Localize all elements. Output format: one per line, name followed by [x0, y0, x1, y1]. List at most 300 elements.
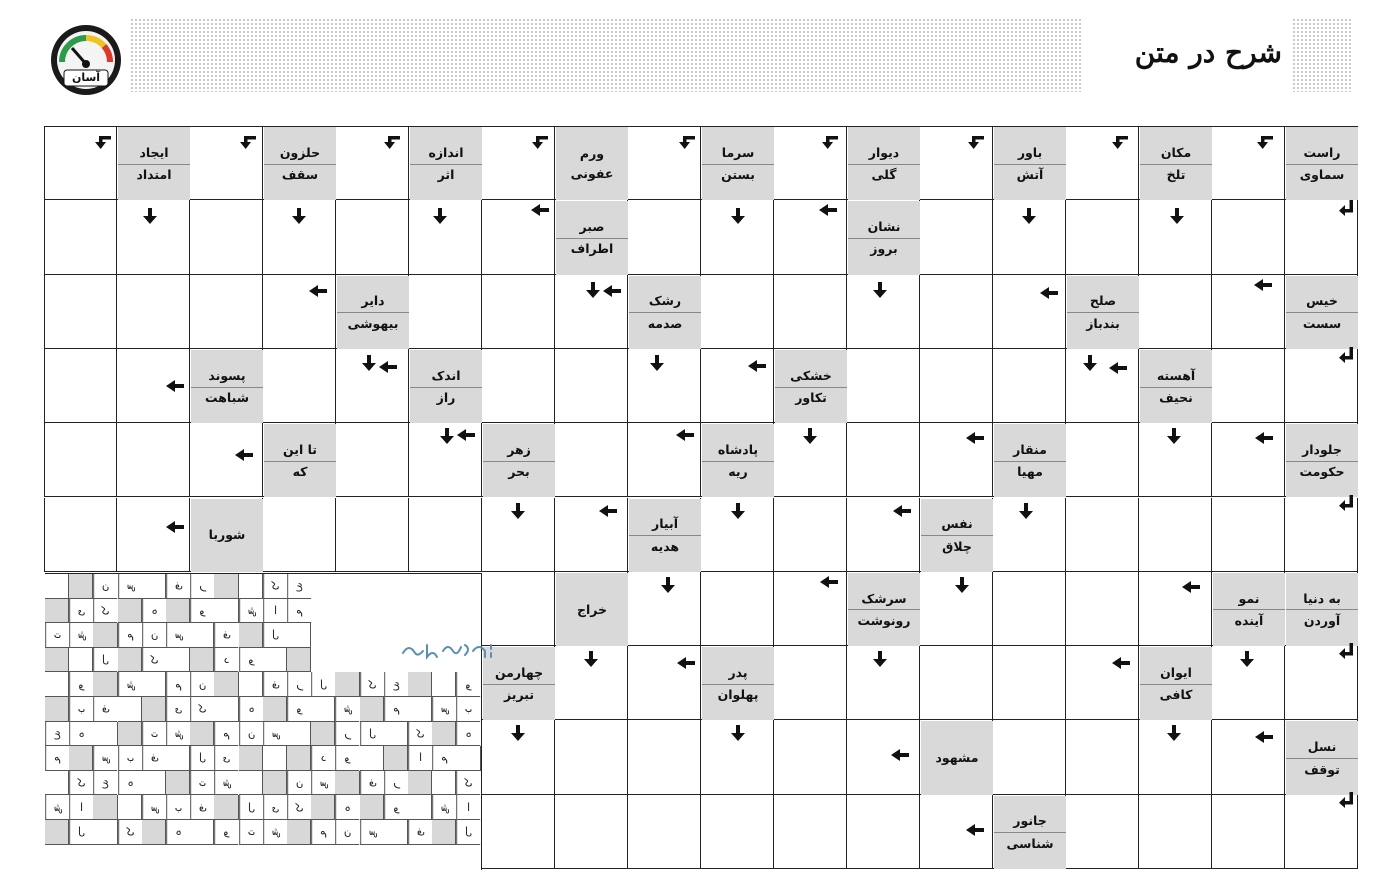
solution-cell: ن	[93, 574, 117, 599]
solution-cell	[287, 648, 311, 673]
grid-cell[interactable]	[1212, 795, 1285, 869]
clue-divider	[1140, 164, 1212, 165]
arrow-left-icon	[457, 429, 475, 441]
grid-cell[interactable]	[701, 275, 774, 349]
solution-cell: ک	[456, 771, 480, 796]
solution-cell	[118, 599, 142, 624]
arrow-left-icon	[966, 824, 984, 836]
grid-cell[interactable]	[1066, 720, 1139, 794]
clue-divider	[848, 164, 920, 165]
clue-cell	[994, 796, 1066, 869]
clue-cell	[264, 127, 336, 200]
grid-cell[interactable]	[628, 349, 701, 423]
solution-cell	[142, 672, 166, 697]
solution-cell	[408, 795, 432, 820]
grid-cell[interactable]	[482, 572, 555, 646]
clue-text: نمو	[1238, 590, 1260, 606]
solution-cell	[384, 820, 408, 845]
clue-cell	[1213, 573, 1285, 646]
solution-cell: ن	[239, 722, 263, 747]
clue-cell	[191, 499, 263, 572]
clue-divider	[1067, 312, 1139, 313]
arrow-down-icon	[731, 725, 745, 741]
arrow-left-icon	[379, 361, 397, 373]
grid-cell[interactable]	[774, 720, 847, 794]
grid-cell[interactable]	[628, 795, 701, 869]
clue-cell	[556, 201, 628, 274]
solution-cell	[432, 722, 456, 747]
clue-divider	[1286, 758, 1358, 759]
clue-cell	[556, 573, 628, 646]
solution-cell: ل	[190, 746, 214, 771]
solution-cell	[69, 746, 93, 771]
solution-cell: ت	[190, 771, 214, 796]
grid-cell[interactable]	[336, 498, 409, 572]
clue-text: بیهوشی	[347, 315, 399, 331]
clue-divider	[994, 832, 1066, 833]
arrow-down-icon	[143, 208, 157, 224]
solution-cell: ک	[263, 574, 287, 599]
grid-cell[interactable]	[482, 795, 555, 869]
solution-cell: م	[432, 746, 456, 771]
arrow-down-icon	[362, 355, 376, 371]
solution-cell: و	[335, 746, 359, 771]
solution-cell: ل	[263, 623, 287, 648]
arrow-left-icon	[748, 360, 766, 372]
solution-cell: س	[311, 771, 335, 796]
grid-cell[interactable]	[44, 423, 117, 497]
grid-cell[interactable]	[1139, 795, 1212, 869]
grid-cell[interactable]	[993, 572, 1066, 646]
grid-cell[interactable]	[1212, 275, 1285, 349]
grid-cell[interactable]	[409, 275, 482, 349]
clue-text: مشهود	[935, 750, 979, 766]
clue-text: رشک	[648, 293, 682, 309]
grid-cell[interactable]	[555, 423, 628, 497]
grid-cell[interactable]	[1066, 572, 1139, 646]
clue-text: شوربا	[208, 527, 246, 543]
solution-cell	[45, 820, 69, 845]
grid-cell[interactable]	[555, 720, 628, 794]
grid-cell[interactable]	[336, 423, 409, 497]
solution-cell: ن	[287, 771, 311, 796]
solution-cell	[432, 820, 456, 845]
grid-cell[interactable]	[993, 646, 1066, 720]
clue-text: آوردن	[1303, 612, 1341, 628]
grid-cell[interactable]	[920, 275, 993, 349]
grid-cell[interactable]	[774, 646, 847, 720]
grid-cell[interactable]	[920, 200, 993, 274]
solution-cell: ش	[166, 722, 190, 747]
clue-text: دایر	[361, 293, 385, 309]
grid-cell[interactable]	[1212, 720, 1285, 794]
arrow-left-icon	[676, 429, 694, 441]
arrow-left-icon	[820, 576, 838, 588]
solution-cell: س	[118, 574, 142, 599]
solution-cell: ر	[384, 771, 408, 796]
grid-cell[interactable]	[993, 349, 1066, 423]
solution-cell: ب	[456, 697, 480, 722]
solution-cell: ف	[142, 746, 166, 771]
solution-cell: س	[93, 746, 117, 771]
grid-cell[interactable]	[482, 275, 555, 349]
grid-cell[interactable]	[1066, 200, 1139, 274]
grid-cell[interactable]	[190, 200, 263, 274]
header-pattern-left	[130, 18, 1082, 92]
solution-cell	[214, 672, 238, 697]
solution-cell: س	[263, 722, 287, 747]
solution-cell: م	[214, 722, 238, 747]
solution-cell: ش	[69, 623, 93, 648]
grid-cell[interactable]	[628, 200, 701, 274]
solution-cell: ت	[142, 722, 166, 747]
solution-cell: ی	[69, 599, 93, 624]
solution-cell	[45, 771, 69, 796]
solution-cell	[118, 697, 142, 722]
clue-text: جلودار	[1302, 441, 1342, 457]
grid-cell[interactable]	[555, 795, 628, 869]
solution-cell: س	[432, 697, 456, 722]
solution-cell: ک	[287, 795, 311, 820]
clue-text: چهارمن	[494, 664, 544, 680]
arrow-left-icon	[1182, 581, 1200, 593]
arrow-left-icon	[891, 749, 909, 761]
solution-cell: ل	[311, 672, 335, 697]
clue-text: چلاق	[942, 538, 972, 554]
solution-cell: ه	[456, 722, 480, 747]
grid-cell[interactable]	[263, 498, 336, 572]
clue-divider	[1286, 461, 1358, 462]
solution-cell	[93, 672, 117, 697]
solution-cell	[118, 648, 142, 673]
grid-cell[interactable]	[44, 200, 117, 274]
clue-divider	[702, 164, 774, 165]
arrow-left-icon	[603, 285, 621, 297]
clue-text: مکان	[1160, 144, 1192, 160]
solution-cell: ب	[69, 697, 93, 722]
clue-text: صلح	[1089, 293, 1117, 309]
clue-text: ایجاد	[139, 144, 169, 160]
clue-divider	[1140, 684, 1212, 685]
arrow-left-icon	[599, 505, 617, 517]
solution-cell: ش	[335, 697, 359, 722]
grid-cell[interactable]	[482, 349, 555, 423]
solution-cell: ی	[166, 697, 190, 722]
solution-cell	[142, 771, 166, 796]
solution-cell: ن	[142, 623, 166, 648]
grid-cell[interactable]	[1212, 498, 1285, 572]
solution-cell: ش	[45, 795, 69, 820]
clue-divider	[118, 164, 190, 165]
solution-cell	[214, 599, 238, 624]
solution-cell	[408, 771, 432, 796]
grid-cell[interactable]	[774, 275, 847, 349]
solution-cell	[45, 648, 69, 673]
arrow-bend-left-icon	[1339, 495, 1353, 511]
solution-cell	[239, 672, 263, 697]
arrow-down-icon	[292, 208, 306, 224]
clue-divider	[994, 164, 1066, 165]
clue-cell	[1286, 424, 1358, 497]
clue-text: سماوی	[1299, 167, 1345, 183]
solution-cell	[45, 599, 69, 624]
solution-cell: و	[384, 795, 408, 820]
solution-cell: ف	[166, 574, 190, 599]
solution-cell	[360, 697, 384, 722]
clue-cell	[264, 424, 336, 497]
clue-text: راست	[1303, 144, 1341, 160]
grid-cell[interactable]	[847, 423, 920, 497]
clue-text: نفس	[941, 516, 973, 532]
clue-text: که	[292, 464, 308, 480]
grid-cell[interactable]	[1212, 423, 1285, 497]
clue-text: پادشاه	[717, 441, 759, 457]
solution-cell	[93, 722, 117, 747]
clue-cell	[1140, 127, 1212, 200]
solution-cell: ه	[166, 820, 190, 845]
arrow-left-icon	[1254, 279, 1272, 291]
solution-cell	[360, 795, 384, 820]
arrow-down-icon	[511, 503, 525, 519]
grid-cell[interactable]	[44, 349, 117, 423]
grid-cell[interactable]	[336, 200, 409, 274]
arrow-bend-down-icon	[240, 136, 256, 150]
grid-cell[interactable]	[117, 423, 190, 497]
clue-divider	[1286, 312, 1358, 313]
arrow-bend-down-icon	[679, 136, 695, 150]
clue-cell	[921, 499, 993, 572]
clue-cell	[629, 499, 701, 572]
solution-cell: ب	[118, 746, 142, 771]
clue-text: آهسته	[1156, 367, 1196, 383]
arrow-down-icon	[1019, 503, 1033, 519]
arrow-down-icon	[1170, 208, 1184, 224]
clue-text: کافی	[1159, 687, 1193, 703]
solution-cell: ف	[190, 795, 214, 820]
clue-divider	[264, 461, 336, 462]
difficulty-label: آسان	[71, 71, 101, 84]
solution-cell	[287, 746, 311, 771]
solution-cell	[93, 820, 117, 845]
clue-cell	[118, 127, 190, 200]
clue-divider	[337, 312, 409, 313]
clue-text: خشکی	[790, 367, 832, 383]
arrow-bend-down-icon	[1112, 136, 1128, 150]
clue-text: هدیه	[650, 538, 680, 554]
arrow-left-icon	[1255, 731, 1273, 743]
grid-cell[interactable]	[847, 720, 920, 794]
solution-cell: ک	[69, 771, 93, 796]
solution-cell: ر	[287, 672, 311, 697]
clue-text: دیوار	[868, 144, 900, 160]
arrow-down-icon	[1167, 725, 1181, 741]
solution-cell	[166, 746, 190, 771]
solution-cell	[408, 697, 432, 722]
solution-cell	[287, 820, 311, 845]
solution-cell	[142, 697, 166, 722]
solution-cell: ف	[360, 771, 384, 796]
grid-cell[interactable]	[117, 275, 190, 349]
arrow-bend-down-icon	[968, 136, 984, 150]
clue-text: سقف	[281, 167, 319, 183]
header-pattern-right	[1292, 18, 1352, 92]
solution-cell: ه	[142, 599, 166, 624]
clue-divider	[1286, 609, 1358, 610]
solution-cell: ش	[214, 771, 238, 796]
clue-text: ایوان	[1160, 664, 1192, 680]
arrow-down-icon	[873, 282, 887, 298]
arrow-down-icon	[584, 651, 598, 667]
arrow-left-icon	[677, 657, 695, 669]
solution-cell: ن	[335, 820, 359, 845]
clue-text: خیس	[1306, 293, 1338, 309]
grid-cell[interactable]	[1139, 572, 1212, 646]
solution-cell: م	[166, 672, 190, 697]
clue-text: بحر	[508, 464, 530, 480]
solution-cell	[263, 697, 287, 722]
arrow-bend-down-icon	[95, 136, 111, 150]
clue-cell	[921, 721, 993, 794]
grid-cell[interactable]	[1139, 498, 1212, 572]
clue-text: آبیار	[652, 516, 678, 532]
solution-cell	[190, 722, 214, 747]
solution-cell	[142, 820, 166, 845]
clue-text: امتداد	[136, 167, 172, 183]
grid-cell[interactable]	[774, 498, 847, 572]
solution-cell: ف	[408, 820, 432, 845]
solution-cell: ک	[408, 722, 432, 747]
clue-text: زهر	[507, 441, 531, 457]
clue-divider	[702, 461, 774, 462]
clue-text: به دنیا	[1303, 590, 1341, 606]
arrow-left-icon	[309, 285, 327, 297]
clue-divider	[556, 238, 628, 239]
solution-cell: و	[456, 672, 480, 697]
solution-cell: ی	[263, 795, 287, 820]
grid-cell[interactable]	[920, 646, 993, 720]
grid-cell[interactable]	[555, 498, 628, 572]
grid-cell[interactable]	[628, 720, 701, 794]
clue-divider	[775, 387, 847, 388]
grid-cell[interactable]	[1139, 275, 1212, 349]
solution-cell	[456, 746, 480, 771]
clue-cell	[337, 276, 409, 349]
grid-cell[interactable]	[117, 498, 190, 572]
clue-text: آتش	[1016, 167, 1044, 183]
grid-cell[interactable]	[993, 275, 1066, 349]
arrow-left-icon	[819, 204, 837, 216]
clue-cell	[994, 424, 1066, 497]
arrow-bend-down-icon	[532, 136, 548, 150]
grid-cell[interactable]	[774, 795, 847, 869]
solution-cell: م	[45, 746, 69, 771]
solution-cell: س	[360, 820, 384, 845]
clue-text: شناسی	[1006, 835, 1054, 851]
grid-cell[interactable]	[920, 349, 993, 423]
grid-cell[interactable]	[1066, 498, 1139, 572]
solution-cell	[311, 722, 335, 747]
grid-cell[interactable]	[1212, 200, 1285, 274]
clue-text: اثر	[437, 167, 455, 183]
solution-cell	[166, 648, 190, 673]
solution-cell: ش	[263, 820, 287, 845]
clue-cell	[191, 350, 263, 423]
arrow-left-icon	[1040, 287, 1058, 299]
grid-cell[interactable]	[1066, 423, 1139, 497]
grid-cell[interactable]	[409, 498, 482, 572]
solution-cell: ت	[45, 623, 69, 648]
arrow-bend-left-icon	[1339, 643, 1353, 659]
solution-cell	[69, 574, 93, 599]
clue-divider	[1286, 164, 1358, 165]
arrow-down-icon	[440, 428, 454, 444]
arrow-down-icon	[661, 577, 675, 593]
clue-text: تبریز	[503, 687, 535, 703]
arrow-left-icon	[166, 380, 184, 392]
grid-cell[interactable]	[993, 720, 1066, 794]
solution-cell: و	[214, 820, 238, 845]
clue-cell	[1140, 350, 1212, 423]
clue-text: پهلوان	[717, 687, 759, 703]
grid-cell[interactable]	[701, 572, 774, 646]
clue-cell	[556, 127, 628, 200]
solution-cell	[190, 648, 214, 673]
solution-cell: ف	[263, 672, 287, 697]
clue-divider	[629, 312, 701, 313]
grid-cell[interactable]	[263, 349, 336, 423]
arrow-left-icon	[1255, 432, 1273, 444]
mirrored-title-glyphs	[399, 637, 509, 663]
solution-cell: ف	[93, 697, 117, 722]
clue-text: جانور	[1013, 813, 1047, 829]
solution-cell	[93, 795, 117, 820]
grid-cell[interactable]	[44, 275, 117, 349]
clue-divider	[921, 535, 993, 536]
grid-cell[interactable]	[44, 498, 117, 572]
grid-cell[interactable]	[555, 349, 628, 423]
solution-cell: ل	[93, 648, 117, 673]
grid-cell[interactable]	[1066, 349, 1139, 423]
arrow-bend-left-icon	[1339, 200, 1353, 216]
grid-cell[interactable]	[1212, 349, 1285, 423]
grid-cell[interactable]	[1212, 126, 1285, 200]
arrow-down-icon	[1167, 428, 1181, 444]
arrow-bend-down-icon	[384, 136, 400, 150]
solution-cell	[190, 623, 214, 648]
clue-text: صبر	[579, 219, 605, 235]
clue-divider	[410, 387, 482, 388]
grid-cell[interactable]	[847, 349, 920, 423]
solution-cell: م	[287, 599, 311, 624]
solution-cell: ک	[93, 599, 117, 624]
grid-cell[interactable]	[701, 795, 774, 869]
arrow-bend-down-icon	[1257, 136, 1273, 150]
solution-cell	[432, 771, 456, 796]
clue-divider	[848, 238, 920, 239]
solution-cell: ل	[69, 820, 93, 845]
grid-cell[interactable]	[847, 795, 920, 869]
solution-cell	[239, 746, 263, 771]
clue-text: اطراف	[570, 241, 614, 257]
grid-cell[interactable]	[190, 275, 263, 349]
solution-cell	[335, 771, 359, 796]
clue-cell	[629, 276, 701, 349]
grid-cell[interactable]	[1066, 126, 1139, 200]
grid-cell[interactable]	[1066, 795, 1139, 869]
solution-cell	[311, 697, 335, 722]
solution-cell	[335, 672, 359, 697]
arrow-left-icon	[893, 505, 911, 517]
